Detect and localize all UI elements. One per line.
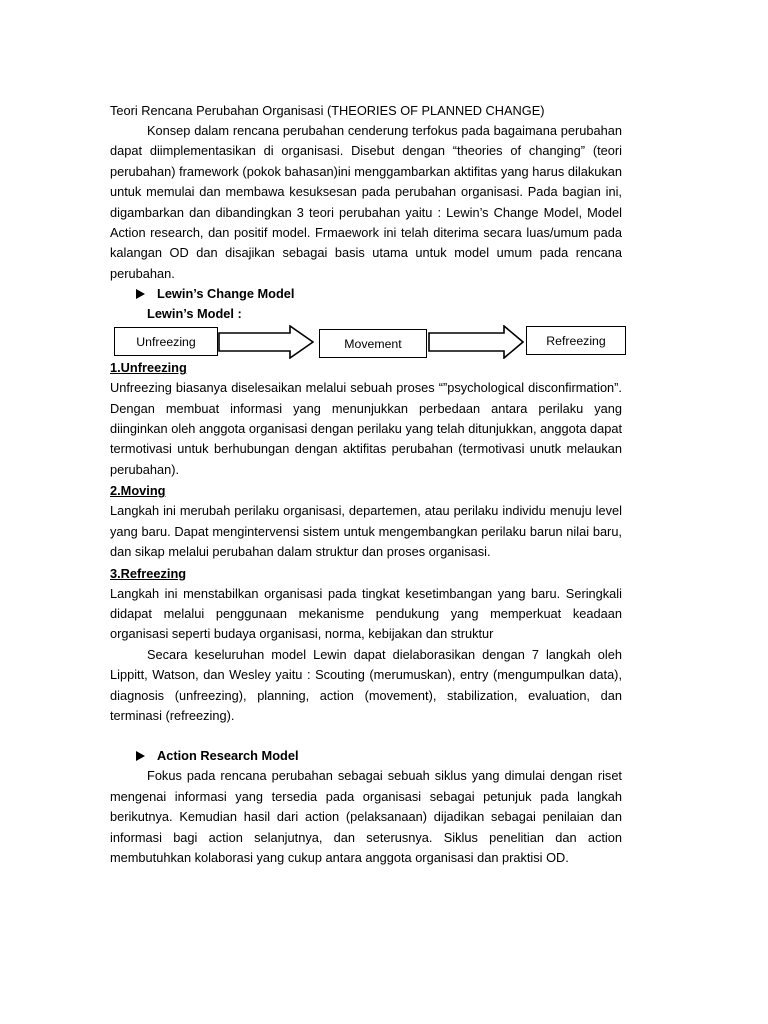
section-unfreezing-heading: 1.Unfreezing	[110, 360, 187, 376]
diagram-arrow-1	[218, 325, 314, 359]
diagram-box-refreezing-label: Refreezing	[546, 333, 606, 348]
bullet-lewin-label: Lewin’s Change Model	[157, 286, 295, 302]
diagram-box-movement-label: Movement	[344, 336, 402, 351]
bullet-action-research-label: Action Research Model	[157, 748, 299, 764]
bullet-action-research	[110, 746, 622, 766]
diagram-box-movement	[319, 329, 427, 358]
arrow-bullet-icon	[136, 751, 145, 761]
spacer	[110, 726, 622, 746]
section-refreezing-heading: 3.Refreezing	[110, 565, 187, 581]
diagram-arrow-2	[428, 325, 524, 359]
moving-paragraph: Langkah ini merubah perilaku organisasi, departemen, atau perilaku individu menuju level yang baru. Dapat mengintervensi sistem untuk mengembangkan perilaku barun nilai baru, dan sikap melalui perubahan dalam struktur dan proses organisasi.	[110, 503, 622, 560]
lewin-diagram	[110, 324, 622, 364]
diagram-box-unfreezing	[114, 327, 218, 356]
section-refreezing-text	[110, 584, 622, 727]
action-research-text	[110, 766, 622, 868]
intro-paragraph	[110, 121, 622, 284]
document-page	[110, 101, 622, 868]
bullet-lewin	[110, 284, 622, 304]
diagram-box-unfreezing-label: Unfreezing	[136, 334, 196, 349]
section-moving-text	[110, 501, 622, 562]
action-research-paragraph: Fokus pada rencana perubahan sebagai sebuah siklus yang dimulai dengan riset mengenai informasi yang tersedia pada organisasi sebagai petunjuk pada langkah berikutnya. Kemudian hasil dari action (pelaksanaan) dijadikan sebagai penilaian dan informasi bagi action selanjutnya, dan seterusnya. Siklus penelitian dan action membutuhkan kolaborasi yang cukup antara anggota organisasi dan praktisi OD.	[110, 768, 622, 865]
section-unfreezing-text	[110, 378, 622, 480]
refreezing-paragraph: Langkah ini menstabilkan organisasi pada tingkat kesetimbangan yang baru. Seringkali didapat melalui penggunaan mekanisme pendukung yang memperkuat keadaan organisasi seperti budaya organisasi, norma, kebijakan dan struktur	[110, 585, 622, 642]
lewin-model-label: Lewin’s Model :	[147, 306, 242, 322]
arrow-bullet-icon	[136, 289, 145, 299]
intro-text: Konsep dalam rencana perubahan cenderung terfokus pada bagaimana perubahan dapat diimplementasikan di organisasi. Disebut dengan “theories of changing” (teori perubahan) framework (pokok bahasan)ini menggambarkan aktifitas yang harus dilakukan untuk memulai dan membawa kesuksesan pada perubahan organisasi. Pada bagian ini, digambarkan dan dibandingkan 3 teori perubahan yaitu : Lewin’s Change Model, Model Action research, dan positif model. Frmaework ini telah diterima secara luas/umum pada kalangan OD dan disajikan sebagai basis utama untuk model umum pada rencana perubahan.	[110, 123, 622, 281]
lewin-summary-paragraph: Secara keseluruhan model Lewin dapat dielaborasikan dengan 7 langkah oleh Lippitt, Watson, dan Wesley yaitu : Scouting (merumuskan), entry (mengumpulkan data), diagnosis (unfreezing), planning, action (movement), stabilization, evaluation, dan terminasi (refreezing).	[110, 646, 622, 723]
diagram-box-refreezing	[526, 326, 626, 355]
document-title: Teori Rencana Perubahan Organisasi (THEORIES OF PLANNED CHANGE)	[110, 103, 545, 118]
section-moving-heading: 2.Moving	[110, 483, 166, 499]
unfreezing-paragraph: Unfreezing biasanya diselesaikan melalui sebuah proses “”psychological disconfirmation”. Dengan membuat informasi yang menunjukkan perbedaan antara perilaku yang diinginkan oleh anggota organisasi dengan perilaku yang telah ditunjukkan, anggota dapat termotivasi untuk berhubungan dengan aktifitas perubahan (termotivasi unutk melaukan perubahan).	[110, 380, 622, 477]
